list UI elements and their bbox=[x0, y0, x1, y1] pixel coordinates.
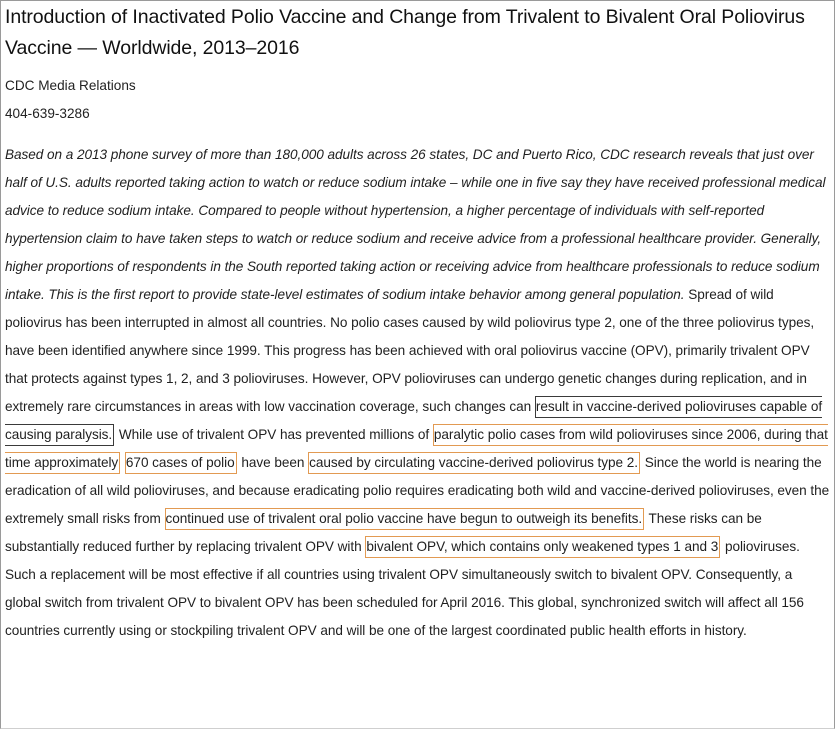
article-body bbox=[5, 141, 831, 645]
contact-phone: 404-639-3286 bbox=[5, 106, 90, 121]
article-title: Introduction of Inactivated Polio Vaccine and Change from Trivalent to Bivalent Oral Poliovirus Vaccine — Worldwide, 2013–2016 bbox=[5, 6, 805, 59]
body-segment: While use of trivalent OPV has prevented millions of bbox=[115, 427, 433, 442]
body-segment: Since the world is nearing the eradication of all wild polioviruses, and because eradicating polio requires eradicating both wild and vaccine-derived polioviruses, even the extremely small risks from bbox=[5, 455, 830, 526]
highlight-box-bivalent: bivalent OPV, which contains only weakened types 1 and 3 bbox=[365, 536, 720, 558]
highlight-box-continued-use: continued use of trivalent oral polio vaccine have begun to outweigh its benefits. bbox=[165, 508, 645, 530]
highlight-box-paralysis: result in vaccine-derived polioviruses capable of causing paralysis. bbox=[5, 396, 822, 446]
body-segment: These risks can be substantially reduced further by replacing trivalent OPV with bbox=[5, 511, 762, 554]
highlight-box-paralytic-cases: paralytic polio cases from wild polioviruses since 2006, during that time approximately bbox=[5, 424, 828, 474]
highlight-box-670-cases: 670 cases of polio bbox=[125, 452, 237, 474]
body-segment: polioviruses. Such a replacement will be most effective if all countries using trivalent OPV simultaneously switch to bivalent OPV. Consequently, a global switch from trivalent OPV to bivalent OPV has been scheduled for April 2016. This global, synchronized switch will affect all 156 countries currently using or stockpiling trivalent OPV and will be one of the largest coordinated public health efforts in history. bbox=[5, 539, 804, 638]
contact-org: CDC Media Relations bbox=[5, 78, 136, 93]
italic-intro: Based on a 2013 phone survey of more than 180,000 adults across 26 states, DC and Puerto Rico, CDC research reveals that just over half of U.S. adults reported taking action to watch or reduce sodium intake – while one in five say they have received professional medical advice to reduce sodium intake. Compared to people without hypertension, a higher percentage of individuals with self-reported hypertension claim to have taken steps to watch or reduce sodium and receive advice from a professional healthcare provider. Generally, higher proportions of respondents in the South reported taking action or receiving advice from healthcare professionals to reduce sodium intake. This is the first report to provide state-level estimates of sodium intake behavior among general population. bbox=[5, 147, 826, 302]
highlight-box-type-2: caused by circulating vaccine-derived poliovirus type 2. bbox=[308, 452, 640, 474]
body-segment: Spread of wild poliovirus has been interrupted in almost all countries. No polio cases caused by wild poliovirus type 2, one of the three poliovirus types, have been identified anywhere since 1999. This progress has been achieved with oral poliovirus vaccine (OPV), primarily trivalent OPV that protects against types 1, 2, and 3 polioviruses. However, OPV polioviruses can undergo genetic changes during replication, and in extremely rare circumstances in areas with low vaccination coverage, such changes can bbox=[5, 287, 815, 414]
body-segment: have been bbox=[237, 455, 309, 470]
